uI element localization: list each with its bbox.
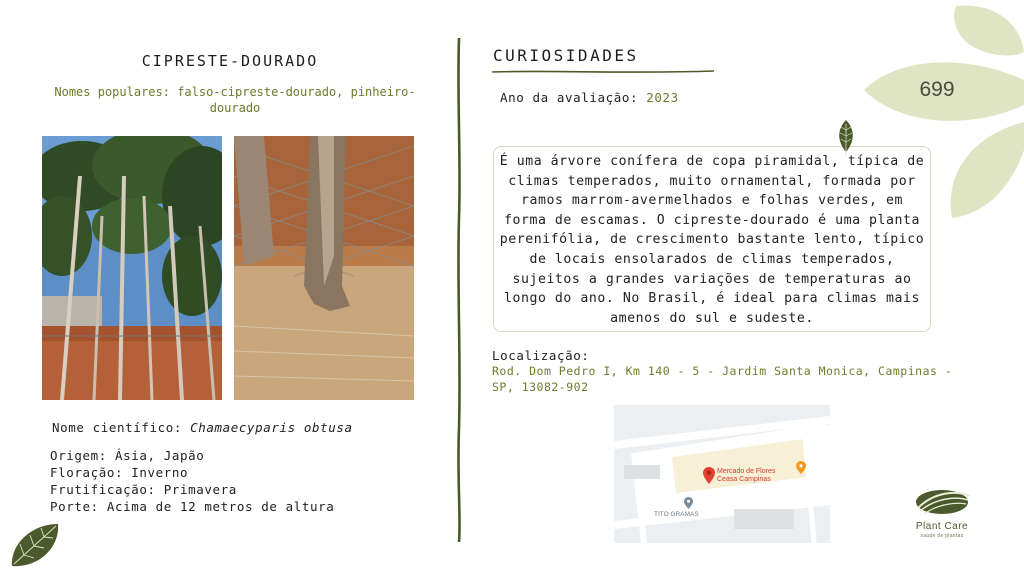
fact-size: Porte: Acima de 12 metros de altura [50, 499, 335, 514]
evaluation-year-value: 2023 [646, 90, 679, 105]
section-title: CURIOSIDADES [493, 46, 639, 65]
location-label: Localização: [492, 348, 590, 363]
fact-origin: Origem: Ásia, Japão [50, 448, 205, 463]
trunk-photo [234, 136, 414, 400]
popular-names [52, 84, 418, 116]
location-address: Rod. Dom Pedro I, Km 140 - 5 - Jardim Santa Monica, Campinas - SP, 13082-902 [492, 364, 953, 394]
place-pin-icon[interactable] [684, 497, 693, 509]
evaluation-year-label: Ano da avaliação: [500, 90, 639, 105]
tree-photo [42, 136, 222, 400]
plant-title: CIPRESTE-DOURADO [141, 52, 319, 70]
scientific-name-value: Chamaecyparis obtusa [190, 420, 353, 435]
food-pin-icon[interactable] [796, 461, 806, 474]
map-place-label: TITO GRAMAS [654, 511, 699, 518]
plant-facts [50, 447, 334, 515]
decorative-leaves-icon [860, 0, 1024, 230]
fact-flowering: Floração: Inverno [50, 465, 189, 480]
evaluation-year [500, 90, 679, 105]
map-pin-label-2: Ceasa Campinas [717, 476, 771, 483]
scientific-name-label: Nome científico: [52, 420, 183, 435]
small-leaf-icon [834, 120, 858, 156]
column-divider [456, 38, 462, 542]
description-box: É uma árvore conífera de copa piramidal, típica de climas temperados, muito ornamental, formada por ramos marrom-avermelhados e folhas verdes, em forma de escamas. O cipreste-dourado é uma planta perenifólia, de crescimento bastante lento, típico de locais ensolarados de climas temperados, sujeitos a grandes variações de temperaturas ao longo do ano. No Brasil, é ideal para climas mais amenos do sul e sudeste. [493, 146, 931, 332]
map-pin-icon[interactable] [703, 467, 715, 484]
fact-fruiting: Frutificação: Primavera [50, 482, 237, 497]
scientific-name [52, 420, 353, 435]
logo-tagline: saúde de plantas [920, 533, 964, 539]
corner-leaf-icon [8, 520, 62, 570]
map-pin-label-1: Mercado de Flores [717, 468, 776, 475]
location-map[interactable] [614, 405, 830, 543]
popular-names-label: Nomes populares: [54, 85, 170, 99]
title-underline [492, 68, 714, 76]
popular-names-value: falso-cipreste-dourado, pinheiro-dourado [177, 85, 416, 115]
plant-number-badge: 699 [919, 78, 955, 101]
logo-name: Plant Care [915, 521, 969, 532]
